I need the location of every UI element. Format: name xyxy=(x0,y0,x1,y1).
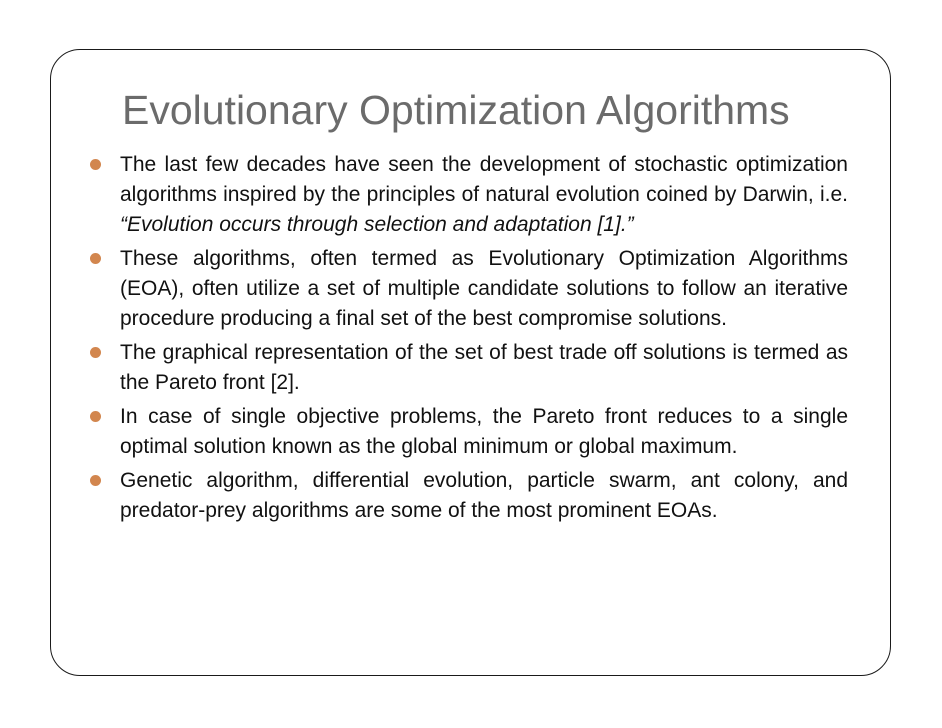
bullet-text: The last few decades have seen the development of stochastic optimization algorithms inspired by the principles of natural evolution coined by Darwin, i.e. xyxy=(120,153,848,206)
bullet-item xyxy=(84,150,848,240)
bullet-icon xyxy=(90,347,101,358)
bullet-text: Genetic algorithm, differential evolution, particle swarm, ant colony, and predator-prey algorithms are some of the most prominent EOAs. xyxy=(120,469,848,522)
slide-title: Evolutionary Optimization Algorithms xyxy=(122,87,790,133)
bullet-item xyxy=(84,244,848,334)
darwin-quote: “Evolution occurs through selection and adaptation [1].” xyxy=(120,213,634,236)
bullet-text: In case of single objective problems, the Pareto front reduces to a single optimal solution known as the global minimum or global maximum. xyxy=(120,405,848,458)
bullet-item xyxy=(84,338,848,398)
bullet-icon xyxy=(90,159,101,170)
bullet-icon xyxy=(90,253,101,264)
bullet-text: These algorithms, often termed as Evolutionary Optimization Algorithms (EOA), often utilize a set of multiple candidate solutions to follow an iterative procedure producing a final set of the best compromise solutions. xyxy=(120,247,848,330)
bullet-text: The graphical representation of the set of best trade off solutions is termed as the Pareto front [2]. xyxy=(120,341,848,394)
bullet-item xyxy=(84,402,848,462)
bullet-icon xyxy=(90,411,101,422)
bullet-list xyxy=(84,150,848,530)
bullet-item xyxy=(84,466,848,526)
bullet-icon xyxy=(90,475,101,486)
